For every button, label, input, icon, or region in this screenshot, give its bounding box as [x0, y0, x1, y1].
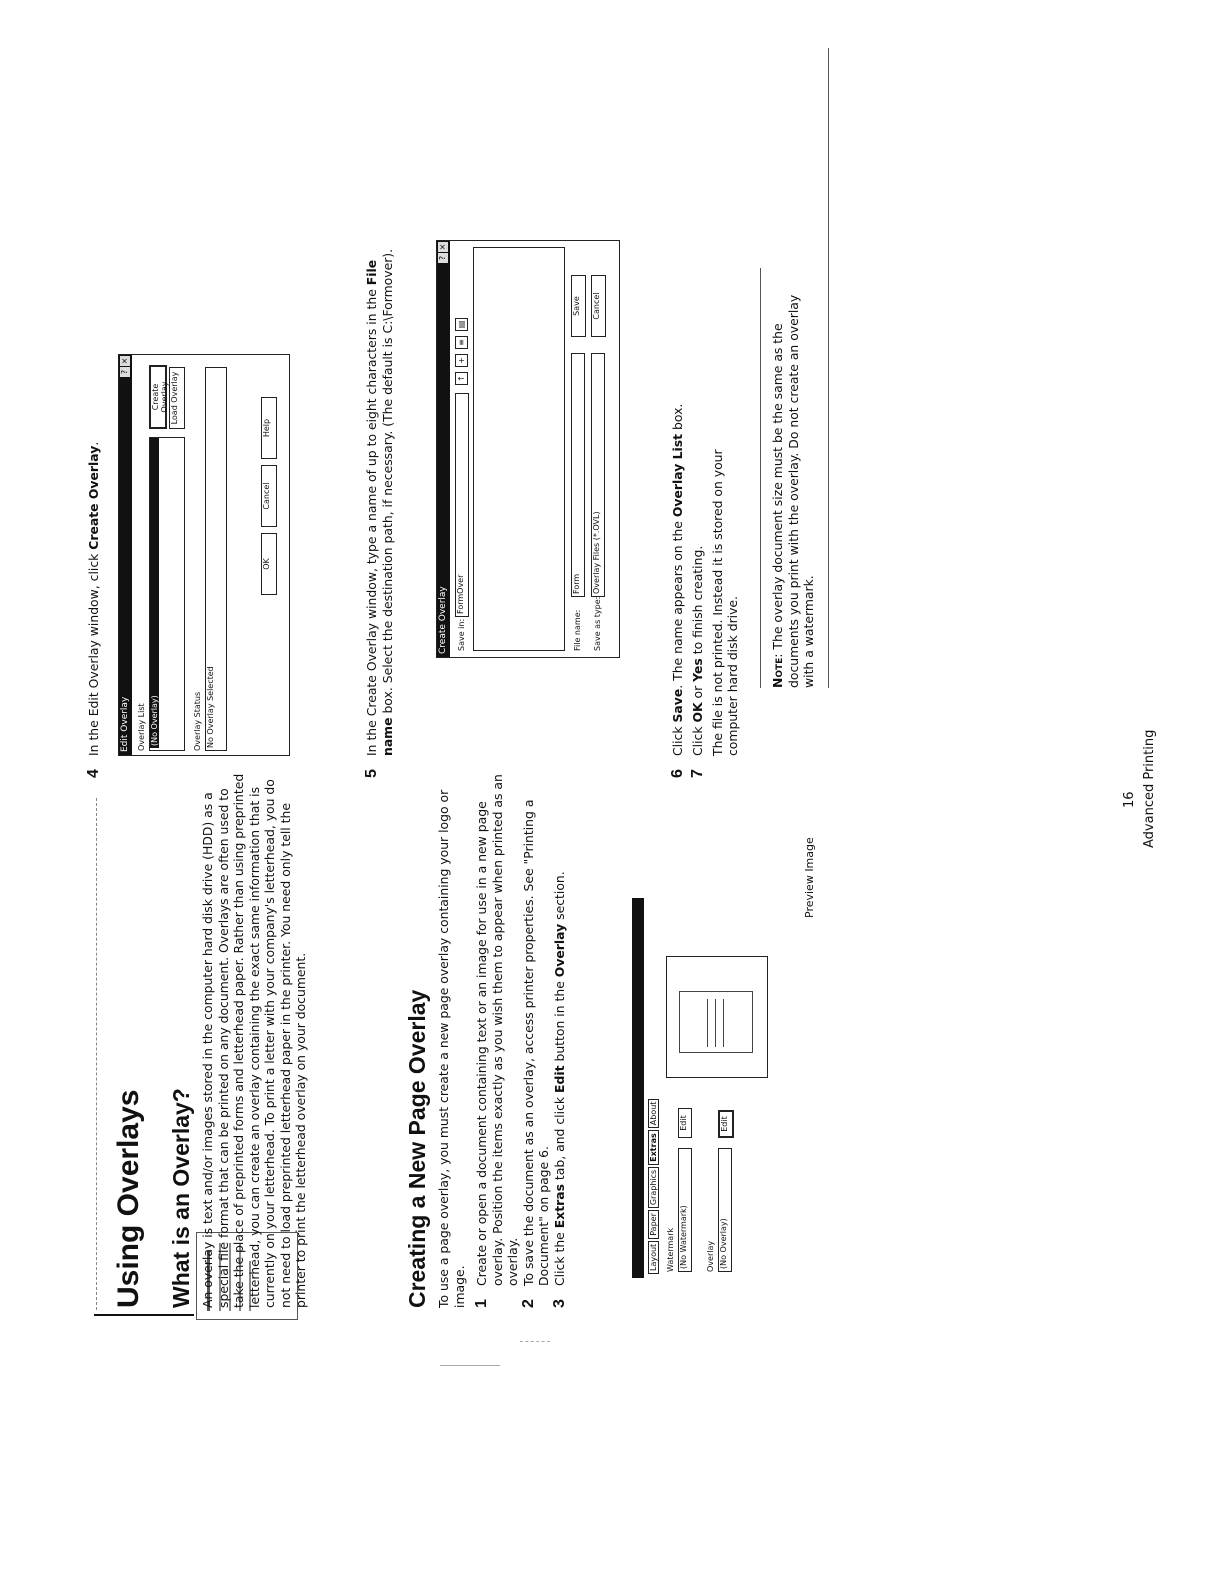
tab-strip — [648, 1099, 659, 1274]
section-heading-what-is-overlay: What is an Overlay? — [168, 1088, 194, 1308]
cancel-button[interactable]: Cancel — [261, 465, 277, 527]
dialog-titlebar — [437, 241, 450, 657]
create-overlay-button[interactable]: Create Overlay — [149, 365, 167, 429]
tab-extras[interactable]: Extras — [648, 1130, 659, 1165]
step-text: Click Save. The name appears on the Overlay List box. — [670, 403, 685, 756]
note-bottom-rule — [828, 48, 829, 688]
note-text: : The overlay document size must be the same as the documents you print with the overlay. Do not create an overlay with a watermark. — [770, 294, 816, 688]
section-heading-creating-overlay: Creating a New Page Overlay — [404, 989, 430, 1308]
step-7 — [690, 218, 741, 778]
overlay-status-label: Overlay Status — [193, 691, 202, 751]
step-number: 4 — [85, 769, 102, 778]
note-label: Note — [770, 657, 785, 688]
step-5 — [364, 238, 395, 778]
note — [770, 268, 817, 688]
step-1 — [474, 768, 521, 1308]
step-number: 5 — [363, 769, 380, 778]
dialog-titlebar — [632, 898, 644, 1278]
list-view-icon[interactable]: ≡ — [455, 336, 468, 349]
dialog-title: Create Overlay — [438, 586, 448, 654]
steps-list — [474, 768, 567, 1308]
up-folder-icon[interactable]: ↑ — [455, 372, 468, 385]
top-rule — [96, 798, 97, 1310]
details-view-icon[interactable]: ▤ — [455, 318, 468, 331]
overlay-edit-button[interactable]: Edit — [718, 1110, 734, 1138]
new-folder-icon[interactable]: + — [455, 354, 468, 367]
page-number: 16 — [1122, 791, 1137, 808]
step-number: 1 — [473, 1299, 490, 1308]
save-type-label: Save as type: — [593, 596, 602, 651]
overlay-status-field: No Overlay Selected — [205, 367, 227, 751]
watermark-select[interactable]: (No Watermark) — [678, 1148, 692, 1272]
step-2 — [521, 768, 552, 1308]
overlay-label: Overlay — [706, 1240, 715, 1272]
overlay-list[interactable] — [149, 437, 185, 751]
save-type-select[interactable]: Overlay Files (*.OVL) — [591, 353, 605, 597]
help-button[interactable]: Help — [261, 397, 277, 459]
step-text: Click OK or Yes to finish creating. The file is not printed. Instead it is stored on your computer hard disk drive. — [690, 218, 741, 756]
filename-label: File name: — [573, 609, 582, 651]
create-overlay-dialog — [436, 240, 620, 658]
step-number: 3 — [550, 1299, 568, 1308]
tab-about[interactable]: About — [648, 1099, 659, 1129]
save-in-label: Save in: — [457, 618, 466, 651]
save-in-select[interactable]: FormOver — [455, 393, 469, 617]
dialog-titlebar — [119, 355, 132, 755]
save-button[interactable]: Save — [571, 275, 586, 337]
dialog-title: Edit Overlay — [120, 696, 130, 752]
step-6 — [670, 218, 686, 778]
close-icon[interactable]: × — [438, 243, 447, 251]
help-icon[interactable]: ? — [120, 367, 130, 377]
extras-dialog-screenshot — [632, 898, 782, 1278]
close-icon[interactable]: × — [120, 357, 129, 365]
step-number: 7 — [689, 769, 706, 778]
help-icon[interactable]: ? — [438, 253, 448, 263]
overlay-list-item[interactable]: (No Overlay) — [150, 438, 159, 748]
tab-layout[interactable]: Layout — [648, 1241, 659, 1274]
file-browser-pane[interactable] — [473, 247, 565, 651]
ok-button[interactable]: OK — [261, 533, 277, 595]
note-top-rule — [760, 268, 761, 688]
filename-input[interactable]: Form — [571, 353, 585, 597]
load-overlay-button[interactable]: Load Overlay — [169, 367, 185, 429]
step-text: In the Edit Overlay window, click Create Overlay. — [86, 441, 101, 756]
overlay-list-label: Overlay List — [137, 703, 146, 751]
page-title: Using Overlays — [112, 1089, 145, 1308]
watermark-label: Watermark — [666, 1227, 675, 1272]
step-text: In the Create Overlay window, type a name of up to eight characters in the File name box. Select the destination path, if necessary. (The default is C:\Formover). — [364, 248, 395, 756]
preview-caption: Preview Image — [803, 837, 816, 918]
step-number: 2 — [519, 1299, 537, 1308]
section-body-what-is-overlay: An overlay is text and/or images stored in the computer hard disk drive (HDD) as a special file format that can be printed on any document. Overlays are often used to take the place of preprinted forms and letterhead paper. Rather than using preprinted letterhead, you can create an overlay containing the exact same information that is currently on your letterhead. To print a letter with your company's letterhead, you do not need to load preprinted letterhead paper in the printer. You need only tell the printer to print the letterhead overlay on your document. — [200, 773, 308, 1308]
overlay-select[interactable]: (No Overlay) — [718, 1148, 732, 1272]
tab-graphics[interactable]: Graphics — [648, 1167, 659, 1208]
cancel-button[interactable]: Cancel — [591, 275, 606, 337]
tab-paper[interactable]: Paper — [648, 1210, 659, 1239]
step-7-note: The file is not printed. Instead it is stored on your computer hard disk drive. — [709, 449, 740, 756]
section-intro-creating-overlay: To use a page overlay, you must create a new page overlay containing your logo or image. — [436, 789, 467, 1308]
edit-button[interactable]: Edit — [678, 1108, 692, 1138]
step-text: To save the document as an overlay, access printer properties. See "Printing a Document" on page 6. — [520, 799, 551, 1286]
edit-overlay-dialog — [118, 354, 290, 756]
step-number: 6 — [669, 769, 686, 778]
step-text: Click the Extras tab, and click Edit button in the Overlay section. — [551, 871, 567, 1286]
margin-line — [94, 1314, 194, 1316]
step-3 — [552, 768, 568, 1308]
preview-pane — [666, 956, 768, 1078]
footer-section: Advanced Printing — [1142, 729, 1157, 848]
step-text: Create or open a document containing text or an image for use in a new page overlay. Position the items exactly as you wish them to appear when printed as an overlay. — [474, 774, 520, 1286]
step-4 — [86, 218, 102, 778]
